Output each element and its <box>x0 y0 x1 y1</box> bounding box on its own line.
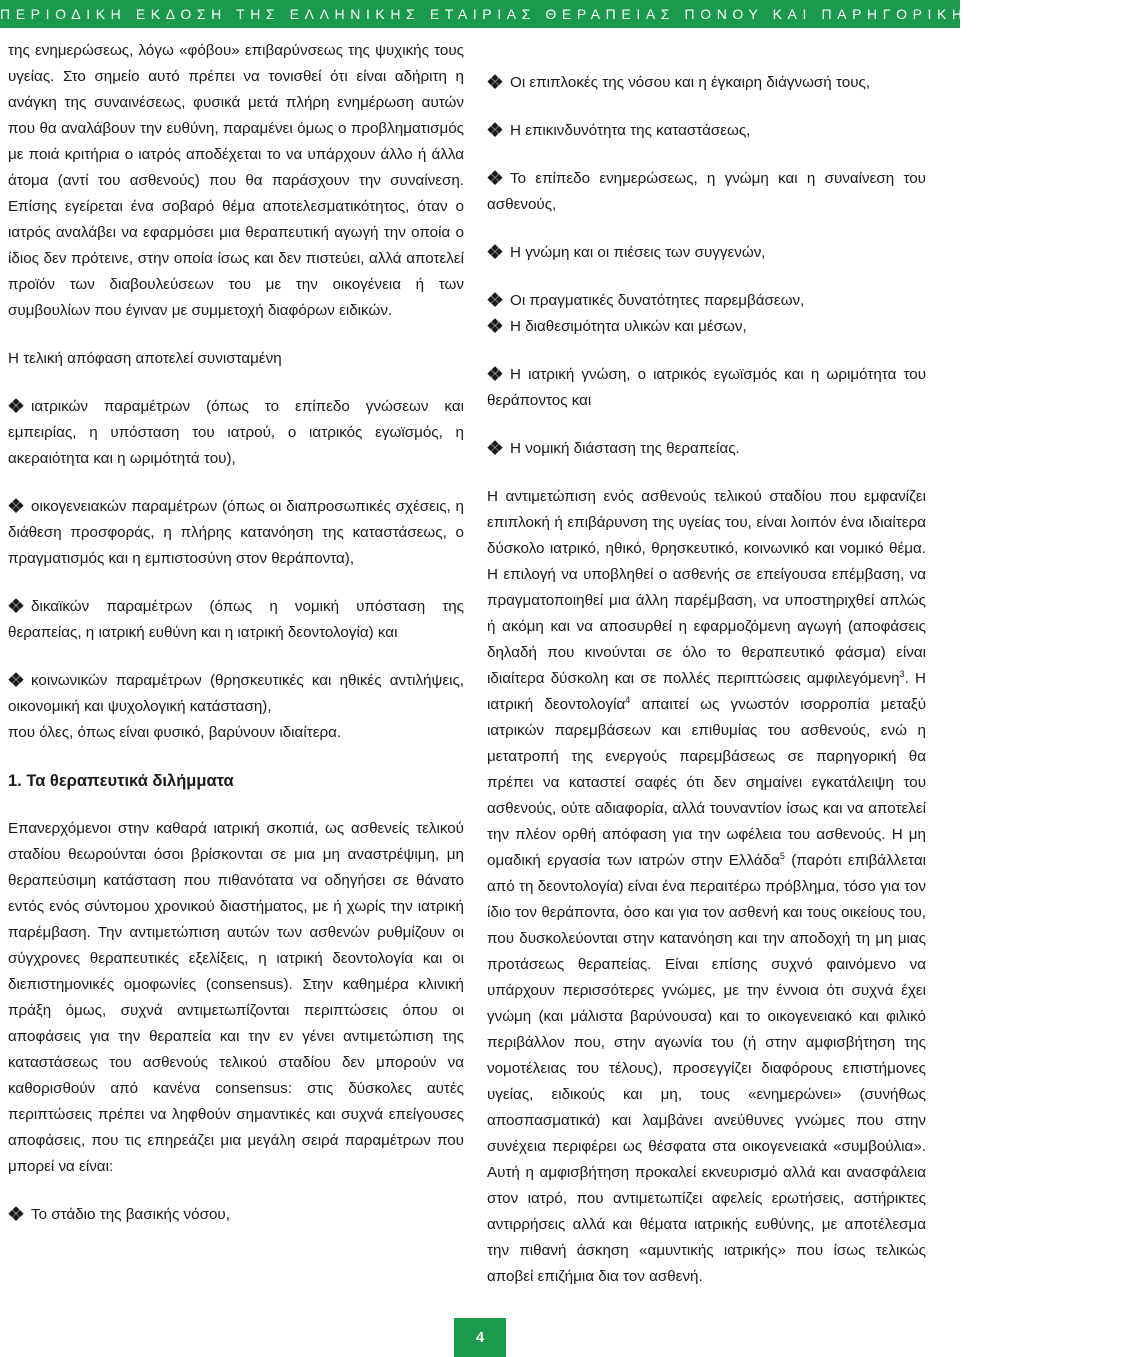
section-paragraph: Επανερχόμενοι στην καθαρά ιατρική σκοπιά, ως ασθενείς τελικού σταδίου θεωρούνται όσοι βρίσκονται σε μια μη αναστρέψιμη, μη θεραπεύσιμη κατάσταση που πιθανότατα να οδηγήσει σε θάνατο εντός ενός σύντομου χρονικού διαστήματος, με ή χωρίς την ιατρική παρέμβαση. Την αντιμετώπιση αυτών των ασθενών ρυθμίζουν οι σύγχρονες θεραπευτικές εξελίξεις, η ιατρική δεοντολογία και οι διεπιστημονικές ομοφωνίες (consensus). Στην καθημέρα κλινική πράξη όμως, συχνά αντιμετωπίζονται περιπτώσεις όπου οι αποφάσεις για την θεραπεία και την εν γένει αντιμετώπιση της καταστάσεως του ασθενούς τελικού σταδίου δεν μπορούν να καθορισθούν από κανένα consensus: στις δύσκολες αυτές περιπτώσεις πρέπει να ληφθούν σημαντικές και συχνά επείγουσες αποφάσεις, που τις επηρεάζει μια μεγάλη σειρά παραμέτρων που μπορεί να είναι: <box>8 820 464 1175</box>
section-heading: 1. Τα θεραπευτικά διλήμματα <box>8 772 234 790</box>
decision-bullet-2 <box>8 494 464 572</box>
diamond-bullet-icon <box>487 318 503 333</box>
paragraph-text-4: (παρότι επιβάλλεται από τη δεοντολογία) είναι ένα περαιτέρω πρόβλημα, τόσο για τον ίδιο τον θεράποντα, όσο και για τον ασθενή και τους οικείους του, που δυσκολεύονται στην κατανόηση και την αποδοχή τη μη μιας προτάσεως θεραπείας. Είναι επίσης συχνό φαινόμενο να υπάρχουν περισσότερες γνώμες, με την έννοια ότι συχνά έχει γνώμη (και μάλιστα βαρύνουσα) και το οικογενειακό και φιλικό περιβάλλον που, στην αγωνία του (ή στην αμφισβήτηση της νομοτέλειας του τέλους), προσεγγίζει διαφόρους επιστήμονες υγείας, ειδικούς και μη, τους «ενημερώνει» (συνήθως αποσπασματικά) και λαμβάνει ανεύθυνες γνώμες που στην συνέχεια περιφέρει ως θέσφατα στα οικογενειακά «συμβούλια». Αυτή η αμφισβήτηση προκαλεί εκνευρισμό αλλά και ανασφάλεια στον ιατρό, που αντιμετωπίζει αφελείς ερωτήσεις, αστήρικτες αντιρρήσεις αλλά και θέματα ιατρικής ευθύνης, με αποτέλεσμα την πιθανή άσκηση «αμυντικής ιατρικής» που ίσως τελικώς αποβεί επιζήμια δια τον ασθενή. <box>487 852 926 1285</box>
diamond-bullet-icon <box>8 1206 24 1221</box>
paragraph-text-1: Η αντιμετώπιση ενός ασθενούς τελικού σταδίου που εμφανίζει επιπλοκή ή επιβάρυνση της υγείας του, είναι λοιπόν ένα ιδιαίτερα δύσκολο ιατρικό, ηθικό, θρησκευτικό, κοινωνικό και νομικό θέμα. Η επιλογή να υποβληθεί ο ασθενής σε επείγουσα επέμβαση, να πραγματοποιηθεί μια άλλη παρέμβαση, να υποστηριχθεί απλώς ή ακόμη και να αποσυρθεί η εφαρμοζόμενη αγωγή (αποφάσεις δηλαδή που κινούνται σε όλο το θεραπευτικό φάσμα) είναι ιδιαίτερα δύσκολη και σε πολλές περιπτώσεις αμφιλεγόμενη <box>487 488 926 687</box>
diamond-bullet-icon <box>8 498 24 513</box>
paragraph-text-3: απαιτεί ως γνωστόν ισορροπία μεταξύ ιατρικών παρεμβάσεων και επιθυμίας του ασθενούς, ενώ η μετατροπή της ενεργούς παρεμβάσεως σε παρηγορική θα πρέπει να καταστεί σαφές ότι δεν σημαίνει εγκατάλειψη του ασθενούς, ούτε αδιαφορία, αλλά τουναντίον ίσως και να αποτελεί την πλέον ορθή απόφαση για την ωφέλεια του ασθενούς. Η μη ομαδική εργασία των ιατρών στην Ελλάδα <box>487 696 926 869</box>
factor-bullet-5 <box>487 288 926 314</box>
factor-bullet-4 <box>487 240 926 266</box>
diamond-bullet-icon <box>8 672 24 687</box>
decision-bullet-3 <box>8 594 464 646</box>
factor-bullet-8 <box>487 436 926 462</box>
bullet-text: κοινωνικών παραμέτρων (θρησκευτικές και ηθικές αντιλήψεις, οικονομική και ψυχολογική κατάσταση), <box>8 672 464 715</box>
diamond-bullet-icon <box>487 440 503 455</box>
bullet-text: Οι πραγματικές δυνατότητες παρεμβάσεων, <box>510 292 805 309</box>
diamond-bullet-icon <box>487 292 503 307</box>
factor-bullet-7 <box>487 362 926 414</box>
factor-bullet-6 <box>487 314 926 340</box>
factor-bullet-1 <box>487 70 926 96</box>
diamond-bullet-icon <box>8 398 24 413</box>
bullet-text: Το επίπεδο ενημερώσεως, η γνώμη και η συναίνεση του ασθενούς, <box>487 170 926 213</box>
bullet-text: οικογενειακών παραμέτρων (όπως οι διαπροσωπικές σχέσεις, η διάθεση προσφοράς, η πλήρης κατανόηση της καταστάσεως, ο πραγματισμός και η εμπιστοσύνη στον θεράποντα), <box>8 498 464 567</box>
page-number: 4 <box>475 1329 485 1346</box>
diamond-bullet-icon <box>487 74 503 89</box>
factor-bullet-2 <box>487 118 926 144</box>
diamond-bullet-icon <box>487 244 503 259</box>
stage-bullet <box>8 1202 464 1228</box>
reference-3: 3 <box>899 668 905 679</box>
bullet-text: Η ιατρική γνώση, ο ιατρικός εγωϊσμός και η ωριμότητα του θεράποντος και <box>487 366 926 409</box>
diamond-bullet-icon <box>8 598 24 613</box>
right-column <box>487 38 926 1290</box>
decision-outro: που όλες, όπως είναι φυσικό, βαρύνουν ιδιαίτερα. <box>8 724 342 741</box>
intro-paragraph: της ενημερώσεως, λόγω «φόβου» επιβαρύνσεως της ψυχικής τους υγείας. Στο σημείο αυτό πρέπει να τονισθεί ότι είναι αδήριτη η ανάγκη της συναινέσεως, φυσικά μετά πλήρη ενημέρωση αυτών που θα αναλάβουν την ευθύνη, παραμένει όμως ο προβληματισμός με ποιά κριτήρια ο ιατρός αποδέχεται το να υπάρχουν άλλο ή άλλα άτομα (αντί του ασθενούς) που θα παράσχουν την συναίνεση. Επίσης εγείρεται ένα σοβαρό θέμα αποτελεσματικότητος, όταν ο ιατρός αναλάβει να εφαρμόσει μια θεραπευτική αγωγή την οποία ο ίδιος δεν πρότεινε, στην οποία ίσως και δεν πιστεύει, αλλά αποτελεί προϊόν των διαβουλεύσεων του με την οικογένεια ή των συμβουλίων που έγιναν με συμμετοχή διαφόρων ειδικών. <box>8 42 464 319</box>
diamond-bullet-icon <box>487 170 503 185</box>
bullet-text: Η διαθεσιμότητα υλικών και μέσων, <box>510 318 747 335</box>
reference-5: 5 <box>779 850 785 861</box>
diamond-bullet-icon <box>487 366 503 381</box>
diamond-bullet-icon <box>487 122 503 137</box>
journal-title: ΠΕΡΙΟΔΙΚΗ ΕΚΔΟΣΗ ΤΗΣ ΕΛΛΗΝΙΚΗΣ ΕΤΑΙΡΙΑΣ ΘΕΡΑΠΕΙΑΣ ΠΟΝΟΥ ΚΑΙ ΠΑΡΗΓΟΡΙΚΗΣ ΦΡΟΝΤΙΔΑΣ <box>0 6 1123 22</box>
journal-header <box>0 0 1123 28</box>
bullet-text: Η γνώμη και οι πιέσεις των συγγενών, <box>510 244 766 261</box>
bullet-text: Η επικινδυνότητα της καταστάσεως, <box>510 122 751 139</box>
decision-bullet-4 <box>8 668 464 720</box>
bullet-text: Η νομική διάσταση της θεραπείας. <box>510 440 740 457</box>
bullet-text: Το στάδιο της βασικής νόσου, <box>31 1206 230 1223</box>
bullet-text: Οι επιπλοκές της νόσου και η έγκαιρη διάγνωσή τους, <box>510 74 871 91</box>
decision-bullet-1 <box>8 394 464 472</box>
page-number-box <box>454 1318 506 1357</box>
management-paragraph <box>487 484 926 1290</box>
paragraph-text-2: . Η ιατρική δεοντολογία <box>487 670 926 713</box>
reference-4: 4 <box>625 694 631 705</box>
left-column <box>8 38 464 1228</box>
bullet-text: ιατρικών παραμέτρων (όπως το επίπεδο γνώσεων και εμπειρίας, η υπόσταση του ιατρού, ο ιατρικός εγωϊσμός, η ακεραιότητα και η ωριμότητά του), <box>8 398 464 467</box>
decision-intro: Η τελική απόφαση αποτελεί συνισταμένη <box>8 350 282 367</box>
bullet-text: δικαϊκών παραμέτρων (όπως η νομική υπόσταση της θεραπείας, η ιατρική ευθύνη και η ιατρική δεοντολογία) και <box>8 598 464 641</box>
factor-bullet-3 <box>487 166 926 218</box>
